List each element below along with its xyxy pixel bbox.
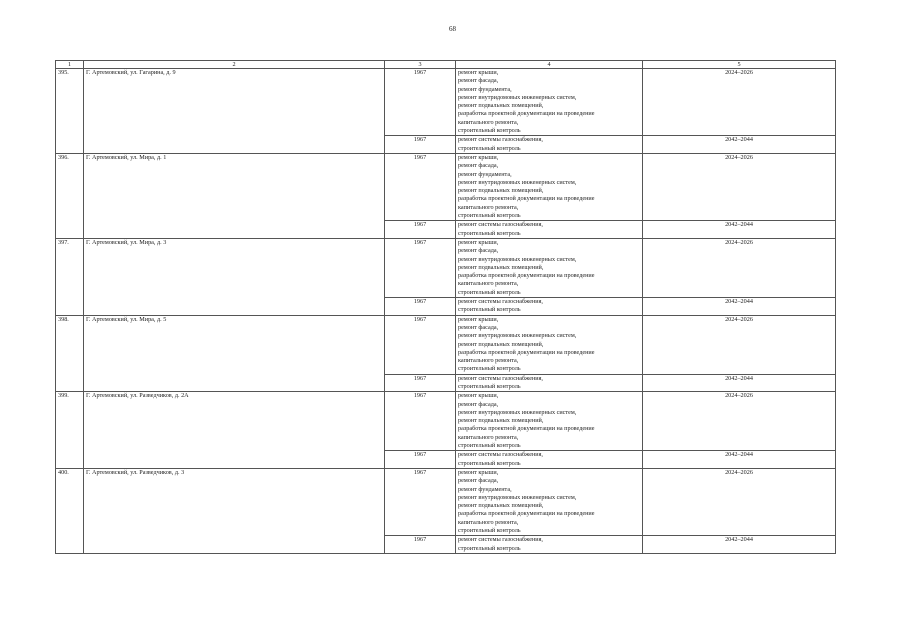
row-number: 398.: [56, 315, 84, 392]
work-item: строительный контроль: [458, 365, 521, 373]
work-item: капитального ремонта,: [458, 118, 519, 126]
year-cell: 1967: [385, 392, 456, 451]
work-item: ремонт системы газоснабжения,: [458, 374, 543, 382]
works-cell: [456, 315, 643, 374]
work-item: строительный контроль: [458, 144, 521, 152]
work-item: ремонт крыши,: [458, 392, 499, 400]
period-cell: 2042–2044: [643, 374, 836, 392]
work-item: разработка проектной документации на проведение: [458, 425, 595, 433]
work-item: ремонт фундамента,: [458, 485, 512, 493]
work-item: ремонт системы газоснабжения,: [458, 536, 543, 544]
work-item: ремонт фасада,: [458, 400, 499, 408]
work-item: ремонт внутридомовых инженерных систем,: [458, 493, 577, 501]
period-cell: 2024–2026: [643, 315, 836, 374]
work-item: ремонт внутридомовых инженерных систем,: [458, 255, 577, 263]
row-number: 395.: [56, 69, 84, 154]
header-row: [56, 61, 836, 69]
work-item: ремонт крыши,: [458, 315, 499, 323]
works-cell: [456, 374, 643, 392]
work-item: ремонт фундамента,: [458, 170, 512, 178]
period-cell: 2024–2026: [643, 69, 836, 136]
period-cell: 2024–2026: [643, 392, 836, 451]
works-cell: [456, 238, 643, 297]
work-item: ремонт фасада,: [458, 323, 499, 331]
period-cell: 2042–2044: [643, 136, 836, 154]
work-item: строительный контроль: [458, 212, 521, 220]
work-item: строительный контроль: [458, 382, 521, 390]
year-cell: 1967: [385, 536, 456, 554]
work-item: ремонт системы газоснабжения,: [458, 298, 543, 306]
table-row: [56, 468, 836, 535]
work-item: строительный контроль: [458, 442, 521, 450]
year-cell: 1967: [385, 298, 456, 316]
year-cell: 1967: [385, 69, 456, 136]
year-cell: 1967: [385, 451, 456, 469]
work-item: ремонт системы газоснабжения,: [458, 451, 543, 459]
work-item: ремонт внутридомовых инженерных систем,: [458, 93, 577, 101]
period-cell: 2024–2026: [643, 238, 836, 297]
period-cell: 2042–2044: [643, 298, 836, 316]
work-item: строительный контроль: [458, 544, 521, 552]
row-number: 400.: [56, 468, 84, 553]
work-item: ремонт крыши,: [458, 238, 499, 246]
works-cell: [456, 468, 643, 535]
address-cell: Г. Артемовский, ул. Мира, д. 3: [84, 238, 385, 315]
table-row: [56, 153, 836, 220]
works-cell: [456, 153, 643, 220]
work-item: ремонт подвальных помещений,: [458, 102, 544, 110]
works-cell: [456, 221, 643, 239]
table-row: [56, 69, 836, 136]
table-row: [56, 392, 836, 451]
period-cell: 2024–2026: [643, 468, 836, 535]
year-cell: 1967: [385, 238, 456, 297]
row-number: 399.: [56, 392, 84, 469]
work-item: разработка проектной документации на проведение: [458, 110, 595, 118]
address-cell: Г. Артемовский, ул. Гагарина, д. 9: [84, 69, 385, 154]
work-item: ремонт внутридомовых инженерных систем,: [458, 408, 577, 416]
work-item: строительный контроль: [458, 229, 521, 237]
work-item: ремонт системы газоснабжения,: [458, 221, 543, 229]
work-item: строительный контроль: [458, 459, 521, 467]
work-item: ремонт внутридомовых инженерных систем,: [458, 332, 577, 340]
work-item: ремонт подвальных помещений,: [458, 417, 544, 425]
work-item: строительный контроль: [458, 127, 521, 135]
work-item: разработка проектной документации на проведение: [458, 195, 595, 203]
work-item: ремонт крыши,: [458, 69, 499, 76]
year-cell: 1967: [385, 136, 456, 154]
work-item: ремонт фасада,: [458, 77, 499, 85]
year-cell: 1967: [385, 374, 456, 392]
address-cell: Г. Артемовский, ул. Разведчиков, д. 2А: [84, 392, 385, 469]
work-item: ремонт крыши,: [458, 468, 499, 476]
works-cell: [456, 536, 643, 554]
work-item: капитального ремонта,: [458, 433, 519, 441]
table-body: [56, 61, 836, 554]
address-cell: Г. Артемовский, ул. Разведчиков, д. 3: [84, 468, 385, 553]
work-item: капитального ремонта,: [458, 518, 519, 526]
period-cell: 2024–2026: [643, 153, 836, 220]
work-item: капитального ремонта,: [458, 357, 519, 365]
work-item: строительный контроль: [458, 288, 521, 296]
works-cell: [456, 298, 643, 316]
work-item: ремонт подвальных помещений,: [458, 502, 544, 510]
work-item: ремонт системы газоснабжения,: [458, 136, 543, 144]
work-item: ремонт подвальных помещений,: [458, 263, 544, 271]
period-cell: 2042–2044: [643, 221, 836, 239]
work-item: ремонт внутридомовых инженерных систем,: [458, 178, 577, 186]
header-cell-1: 1: [56, 61, 84, 69]
year-cell: 1967: [385, 468, 456, 535]
row-number: 396.: [56, 153, 84, 238]
work-item: ремонт крыши,: [458, 153, 499, 161]
work-item: ремонт подвальных помещений,: [458, 187, 544, 195]
work-item: разработка проектной документации на проведение: [458, 348, 595, 356]
page-number: 68: [449, 25, 456, 33]
address-cell: Г. Артемовский, ул. Мира, д. 1: [84, 153, 385, 238]
row-number: 397.: [56, 238, 84, 315]
work-item: ремонт фасада,: [458, 162, 499, 170]
work-item: разработка проектной документации на проведение: [458, 272, 595, 280]
work-item: капитального ремонта,: [458, 203, 519, 211]
work-item: ремонт фундамента,: [458, 85, 512, 93]
header-cell-5: 5: [643, 61, 836, 69]
works-cell: [456, 451, 643, 469]
header-cell-3: 3: [385, 61, 456, 69]
address-cell: Г. Артемовский, ул. Мира, д. 5: [84, 315, 385, 392]
works-cell: [456, 136, 643, 154]
year-cell: 1967: [385, 153, 456, 220]
work-item: ремонт фасада,: [458, 247, 499, 255]
work-item: строительный контроль: [458, 527, 521, 535]
work-item: ремонт подвальных помещений,: [458, 340, 544, 348]
work-item: строительный контроль: [458, 306, 521, 314]
works-cell: [456, 392, 643, 451]
works-cell: [456, 69, 643, 136]
work-item: разработка проектной документации на проведение: [458, 510, 595, 518]
period-cell: 2042–2044: [643, 536, 836, 554]
work-item: капитального ремонта,: [458, 280, 519, 288]
year-cell: 1967: [385, 221, 456, 239]
repair-schedule-table: [55, 60, 836, 554]
table-row: [56, 315, 836, 374]
year-cell: 1967: [385, 315, 456, 374]
header-cell-2: 2: [84, 61, 385, 69]
period-cell: 2042–2044: [643, 451, 836, 469]
table-row: [56, 238, 836, 297]
header-cell-4: 4: [456, 61, 643, 69]
work-item: ремонт фасада,: [458, 477, 499, 485]
